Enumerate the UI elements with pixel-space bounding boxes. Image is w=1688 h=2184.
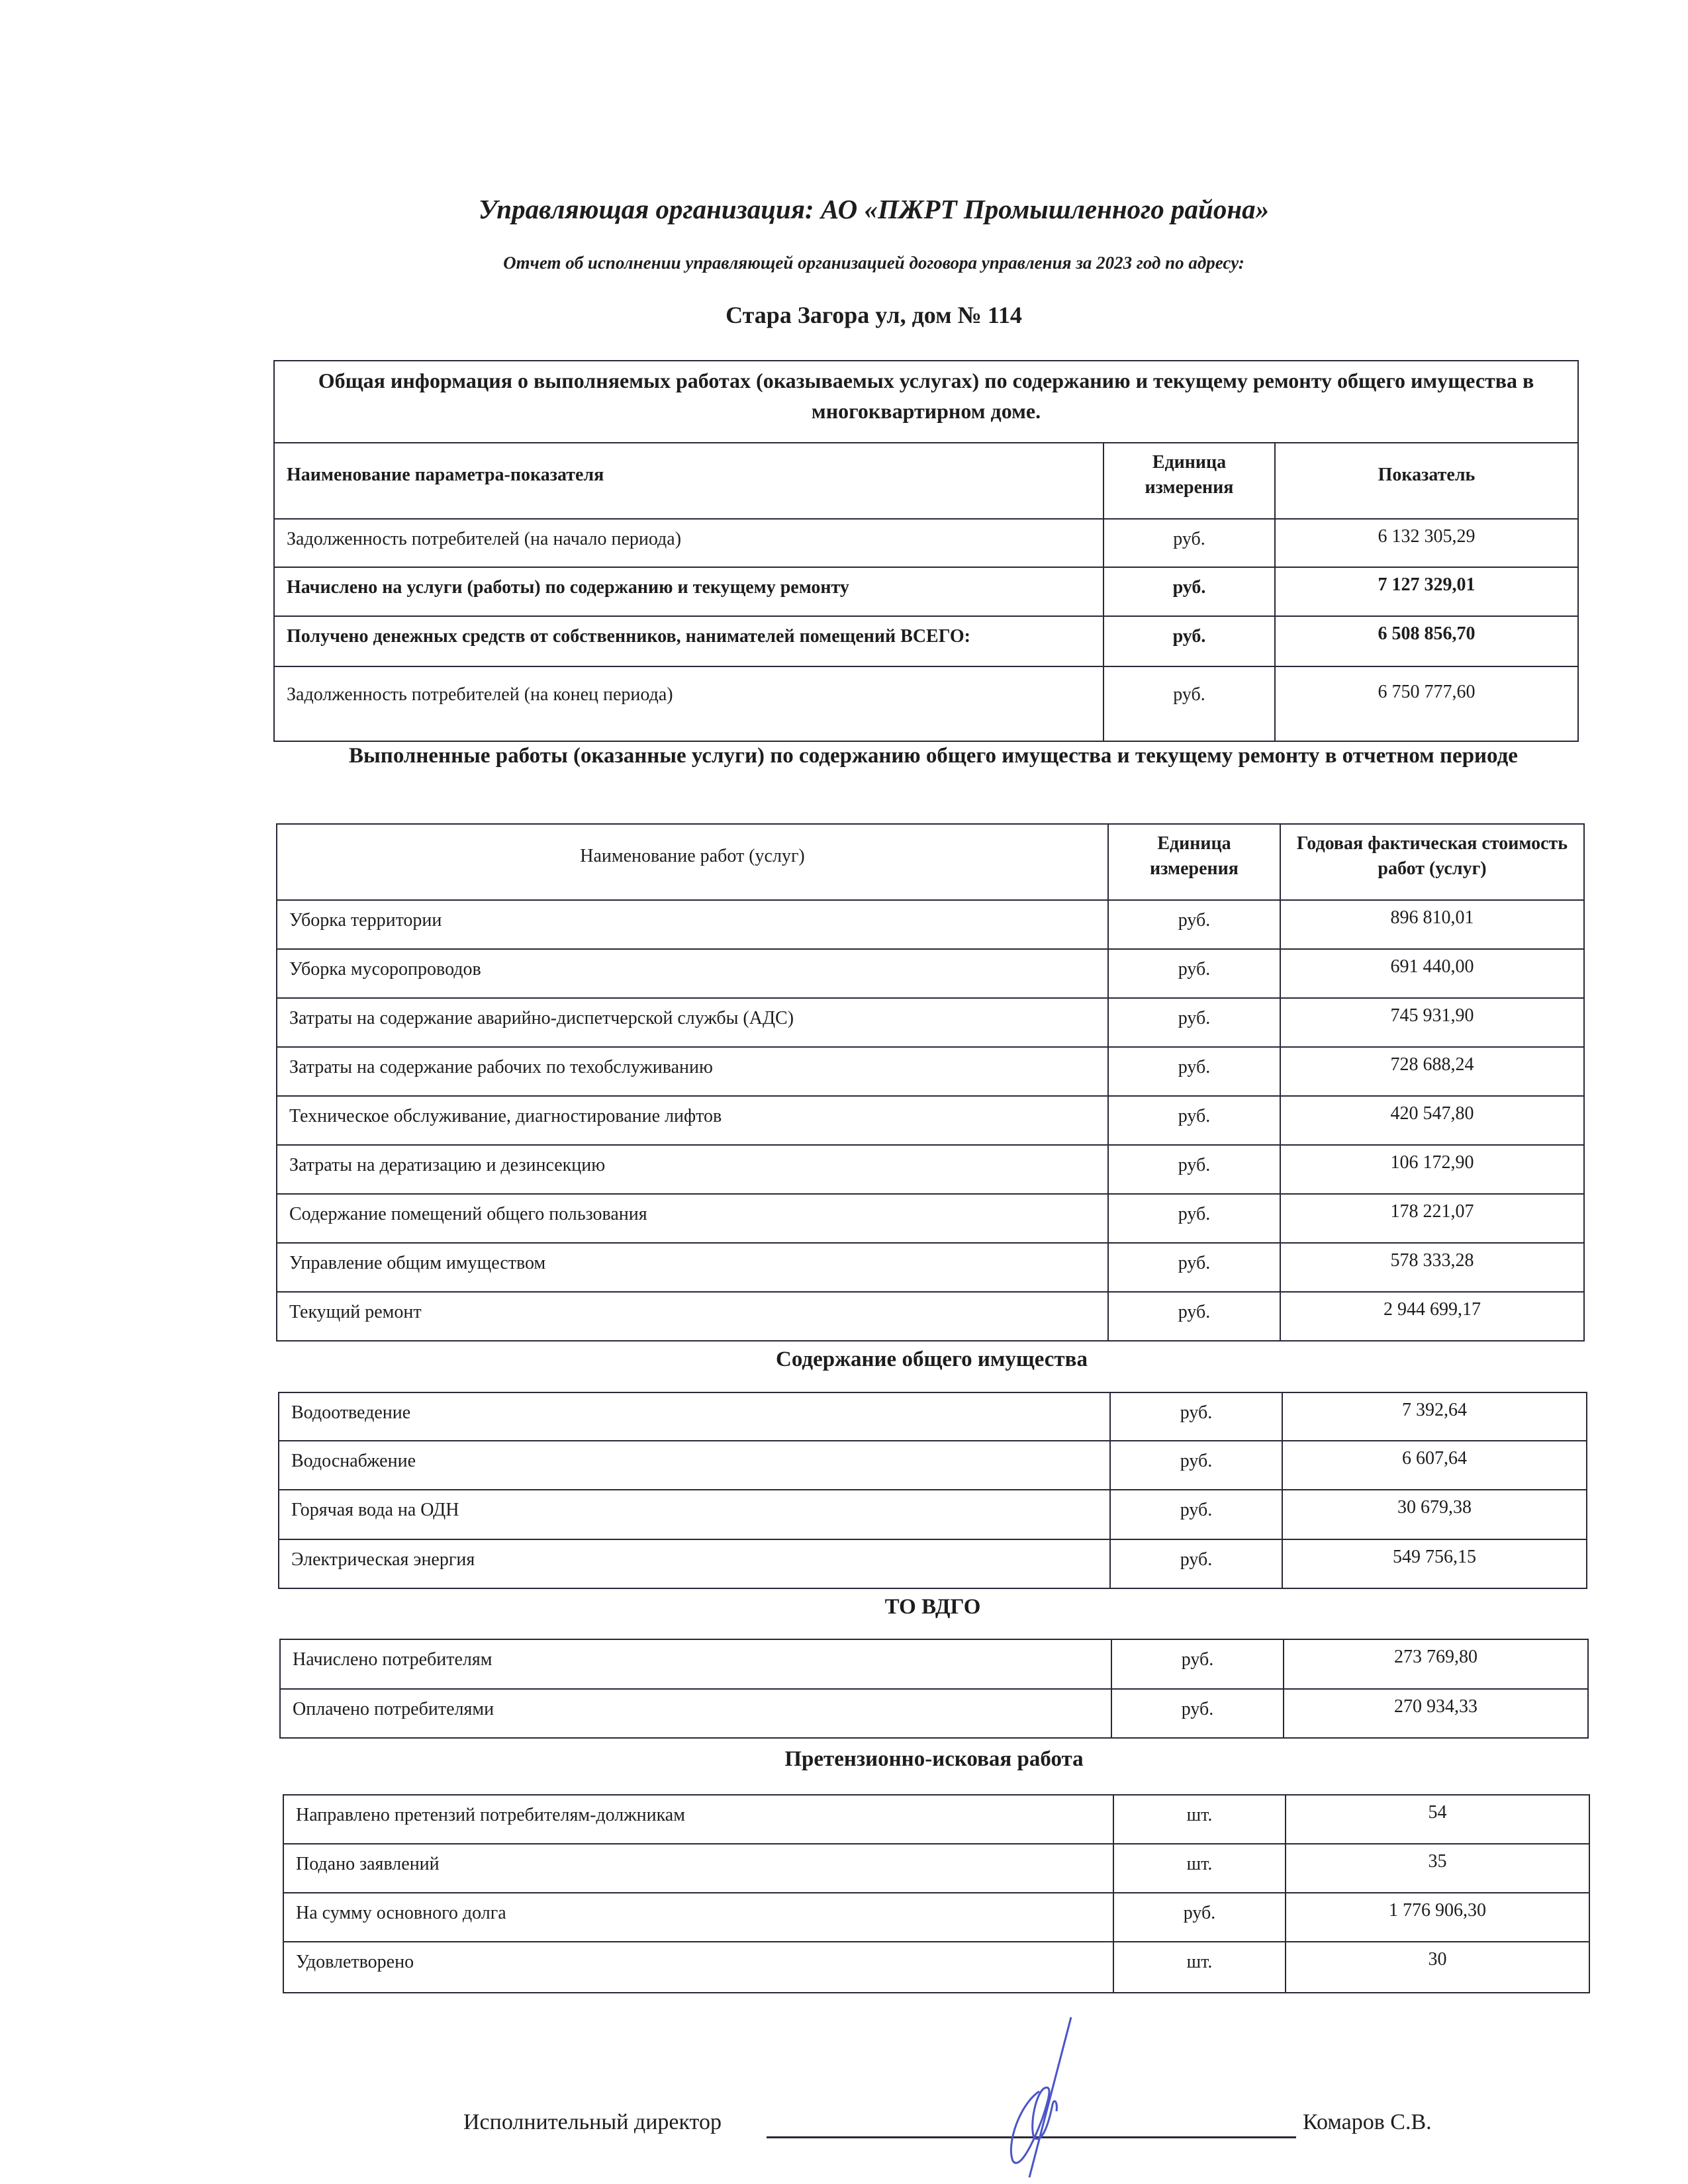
row-unit: шт. bbox=[1113, 1795, 1286, 1844]
row-value: 549 756,15 bbox=[1282, 1539, 1587, 1588]
vdgo-table bbox=[279, 1639, 1589, 1739]
vdgo-section-title: ТО ВДГО bbox=[884, 1595, 981, 1619]
signatory-position: Исполнительный директор bbox=[463, 2110, 722, 2134]
row-value: 106 172,90 bbox=[1280, 1145, 1584, 1194]
table-row bbox=[277, 949, 1584, 998]
row-value: 728 688,24 bbox=[1280, 1047, 1584, 1096]
row-value: 6 607,64 bbox=[1282, 1441, 1587, 1490]
row-value: 6 508 856,70 bbox=[1275, 616, 1578, 666]
row-value: 6 750 777,60 bbox=[1275, 666, 1578, 741]
signatory-name: Комаров С.В. bbox=[1303, 2110, 1432, 2134]
row-name: Затраты на содержание аварийно-диспетчерской службы (АДС) bbox=[277, 998, 1108, 1047]
table-row bbox=[279, 1539, 1587, 1588]
row-name: Водоснабжение bbox=[279, 1441, 1110, 1490]
table-row bbox=[277, 1243, 1584, 1292]
row-value: 30 679,38 bbox=[1282, 1490, 1587, 1539]
row-value: 270 934,33 bbox=[1284, 1689, 1588, 1738]
row-name: Начислено на услуги (работы) по содержанию и текущему ремонту bbox=[274, 567, 1103, 616]
table-row bbox=[277, 1096, 1584, 1145]
common-property-section-title: Содержание общего имущества bbox=[776, 1347, 1088, 1371]
row-unit: руб. bbox=[1103, 616, 1275, 666]
row-value: 178 221,07 bbox=[1280, 1194, 1584, 1243]
row-unit: руб. bbox=[1111, 1689, 1284, 1738]
row-unit: руб. bbox=[1108, 900, 1280, 949]
row-value: 1 776 906,30 bbox=[1286, 1893, 1589, 1942]
table-row bbox=[277, 1194, 1584, 1243]
row-unit: руб. bbox=[1103, 567, 1275, 616]
row-unit: руб. bbox=[1108, 1096, 1280, 1145]
row-unit: руб. bbox=[1110, 1539, 1282, 1588]
row-value: 7 127 329,01 bbox=[1275, 567, 1578, 616]
row-value: 896 810,01 bbox=[1280, 900, 1584, 949]
row-name: Удовлетворено bbox=[283, 1942, 1113, 1993]
row-unit: руб. bbox=[1110, 1392, 1282, 1441]
row-name: Начислено потребителям bbox=[280, 1639, 1111, 1689]
table-row bbox=[283, 1893, 1589, 1942]
row-value: 420 547,80 bbox=[1280, 1096, 1584, 1145]
table-row bbox=[279, 1490, 1587, 1539]
row-unit: руб. bbox=[1103, 666, 1275, 741]
row-value: 578 333,28 bbox=[1280, 1243, 1584, 1292]
table-row bbox=[277, 1145, 1584, 1194]
row-unit: руб. bbox=[1103, 519, 1275, 567]
row-value: 2 944 699,17 bbox=[1280, 1292, 1584, 1341]
table-row bbox=[274, 616, 1578, 666]
row-unit: шт. bbox=[1113, 1942, 1286, 1993]
row-name: Водоотведение bbox=[279, 1392, 1110, 1441]
row-name: Направлено претензий потребителям-должникам bbox=[283, 1795, 1113, 1844]
row-unit: руб. bbox=[1108, 1145, 1280, 1194]
signature-block bbox=[463, 2110, 1470, 2143]
row-name: На сумму основного долга bbox=[283, 1893, 1113, 1942]
common-property-table bbox=[278, 1392, 1587, 1589]
row-value: 30 bbox=[1286, 1942, 1589, 1993]
column-header-annual-cost: Годовая фактическая стоимость работ (услуг) bbox=[1280, 824, 1584, 900]
row-unit: руб. bbox=[1113, 1893, 1286, 1942]
row-value: 6 132 305,29 bbox=[1275, 519, 1578, 567]
row-unit: руб. bbox=[1108, 1047, 1280, 1096]
row-name: Задолженность потребителей (на начало периода) bbox=[274, 519, 1103, 567]
column-header-parameter: Наименование параметра-показателя bbox=[274, 443, 1103, 519]
handwritten-signature-icon bbox=[993, 2012, 1125, 2184]
table-row bbox=[277, 998, 1584, 1047]
column-header-value: Показатель bbox=[1275, 443, 1578, 519]
row-value: 745 931,90 bbox=[1280, 998, 1584, 1047]
table-row bbox=[280, 1639, 1588, 1689]
column-header-work-name: Наименование работ (услуг) bbox=[277, 824, 1108, 900]
row-name: Уборка мусоропроводов bbox=[277, 949, 1108, 998]
row-name: Получено денежных средств от собственников, нанимателей помещений ВСЕГО: bbox=[274, 616, 1103, 666]
works-table bbox=[276, 823, 1585, 1342]
table-row bbox=[279, 1392, 1587, 1441]
row-unit: руб. bbox=[1110, 1441, 1282, 1490]
row-value: 35 bbox=[1286, 1844, 1589, 1893]
row-name: Электрическая энергия bbox=[279, 1539, 1110, 1588]
works-section-title: Выполненные работы (оказанные услуги) по содержанию общего имущества и текущему ремонту в отчетном периоде bbox=[349, 744, 1518, 768]
table-row bbox=[277, 900, 1584, 949]
table-row bbox=[283, 1942, 1589, 1993]
claims-section-title: Претензионно-исковая работа bbox=[784, 1747, 1084, 1771]
row-name: Оплачено потребителями bbox=[280, 1689, 1111, 1738]
report-subtitle: Отчет об исполнении управляющей организацией договора управления за 2023 год по адресу: bbox=[503, 253, 1244, 273]
row-name: Уборка территории bbox=[277, 900, 1108, 949]
row-name: Затраты на содержание рабочих по техобслуживанию bbox=[277, 1047, 1108, 1096]
address-heading: Стара Загора ул, дом № 114 bbox=[726, 302, 1022, 328]
column-header-unit: Единица измерения bbox=[1108, 824, 1280, 900]
row-name: Горячая вода на ОДН bbox=[279, 1490, 1110, 1539]
row-name: Техническое обслуживание, диагностирование лифтов bbox=[277, 1096, 1108, 1145]
organization-title: Управляющая организация: АО «ПЖРТ Промышленного района» bbox=[478, 194, 1270, 224]
row-value: 54 bbox=[1286, 1795, 1589, 1844]
table-row bbox=[274, 666, 1578, 741]
row-name: Текущий ремонт bbox=[277, 1292, 1108, 1341]
row-value: 273 769,80 bbox=[1284, 1639, 1588, 1689]
claims-table bbox=[283, 1794, 1590, 1993]
row-name: Управление общим имуществом bbox=[277, 1243, 1108, 1292]
table-row bbox=[277, 1047, 1584, 1096]
table-row bbox=[283, 1844, 1589, 1893]
row-unit: руб. bbox=[1108, 1243, 1280, 1292]
table-row bbox=[279, 1441, 1587, 1490]
row-name: Задолженность потребителей (на конец периода) bbox=[274, 666, 1103, 741]
table-row bbox=[274, 567, 1578, 616]
row-name: Затраты на дератизацию и дезинсекцию bbox=[277, 1145, 1108, 1194]
table-row bbox=[280, 1689, 1588, 1738]
general-info-caption: Общая информация о выполняемых работах (оказываемых услугах) по содержанию и текущему ремонту общего имущества в многоквартирном доме. bbox=[274, 361, 1578, 443]
row-unit: шт. bbox=[1113, 1844, 1286, 1893]
row-unit: руб. bbox=[1108, 998, 1280, 1047]
row-value: 691 440,00 bbox=[1280, 949, 1584, 998]
table-row bbox=[274, 519, 1578, 567]
row-name: Подано заявлений bbox=[283, 1844, 1113, 1893]
row-unit: руб. bbox=[1108, 949, 1280, 998]
row-unit: руб. bbox=[1108, 1292, 1280, 1341]
table-row bbox=[277, 1292, 1584, 1341]
row-value: 7 392,64 bbox=[1282, 1392, 1587, 1441]
row-unit: руб. bbox=[1108, 1194, 1280, 1243]
table-row bbox=[283, 1795, 1589, 1844]
column-header-unit: Единица измерения bbox=[1103, 443, 1275, 519]
general-info-table bbox=[273, 360, 1579, 742]
row-unit: руб. bbox=[1110, 1490, 1282, 1539]
row-unit: руб. bbox=[1111, 1639, 1284, 1689]
row-name: Содержание помещений общего пользования bbox=[277, 1194, 1108, 1243]
